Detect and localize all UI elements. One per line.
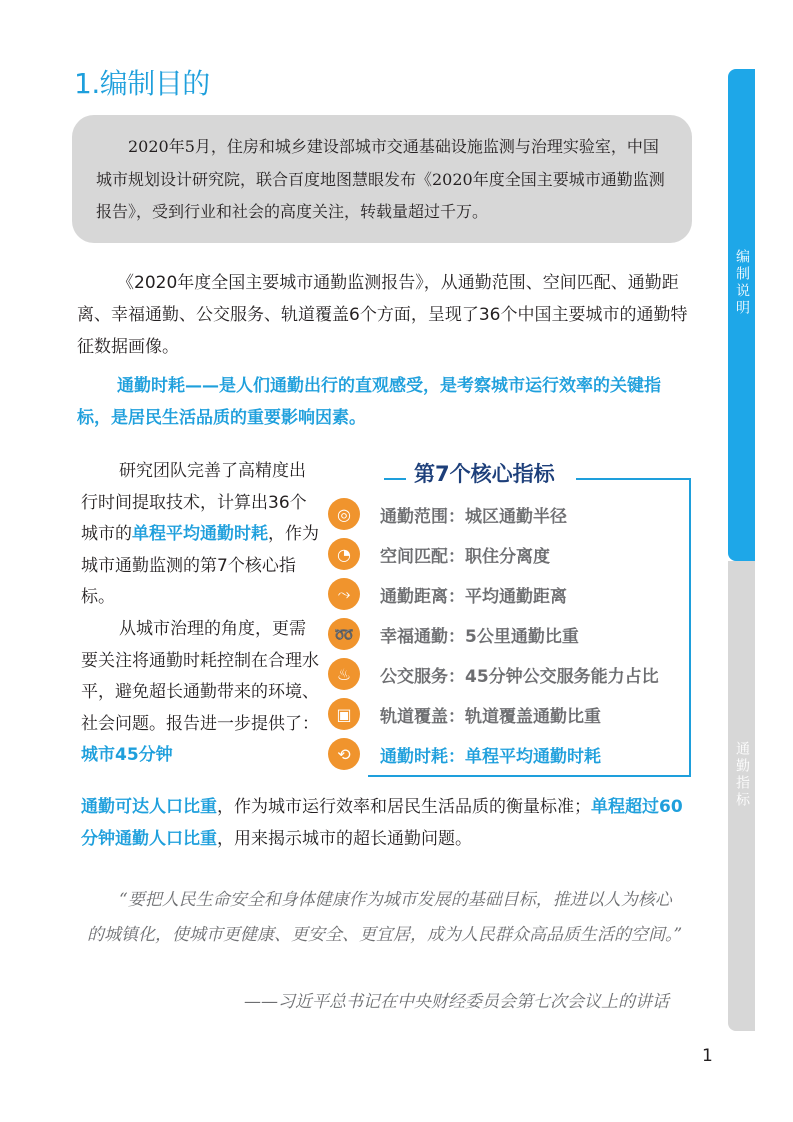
quote-source: ——习近平总书记在中央财经委员会第七次会议上的讲话 bbox=[244, 992, 669, 1012]
indicator-row-highlight bbox=[328, 737, 601, 771]
side-tab-active[interactable] bbox=[728, 69, 755, 561]
section-title: 1.编制目的 bbox=[74, 67, 210, 100]
text-run: 研究团队完善了高精度出行时间提取技术，计算出36个城市的 bbox=[81, 461, 307, 545]
side-tab-label: 通勤指标 bbox=[734, 741, 750, 809]
research-paragraph bbox=[81, 456, 321, 772]
panel-title: 第7个核心指标 bbox=[411, 458, 558, 488]
highlight-paragraph: 通勤时耗——是人们通勤出行的直观感受，是考察城市运行效率的关键指标，是居民生活品质的重要影响因素。 bbox=[77, 376, 661, 428]
path-icon: ➿ bbox=[328, 618, 360, 650]
indicator-label: 空间匹配：职住分离度 bbox=[380, 546, 550, 567]
text-run: 从城市治理的角度，更需要关注将通勤时耗控制在合理水平，避免超长通勤带来的环境、社会问题。报告进一步提供了： bbox=[81, 618, 319, 734]
core-indicators-panel bbox=[328, 464, 691, 777]
indicator-row bbox=[328, 697, 601, 731]
indicator-label: 幸福通勤：5公里通勤比重 bbox=[380, 626, 579, 647]
indicator-row bbox=[328, 497, 567, 531]
indicator-row bbox=[328, 577, 567, 611]
intro-text: 2020年5月，住房和城乡建设部城市交通基础设施监测与治理实验室，中国城市规划设计研究院，联合百度地图慧眼发布《2020年度全国主要城市通勤监测报告》，受到行业和社会的高度关注，转载量超过千万。 bbox=[96, 137, 665, 221]
highlight-term: 单程超过60分钟通勤人口比重 bbox=[81, 797, 683, 849]
indicator-label: 通勤时耗：单程平均通勤时耗 bbox=[380, 746, 601, 767]
pie-icon: ◔ bbox=[328, 538, 360, 570]
indicator-row bbox=[328, 657, 659, 691]
page-number: 1 bbox=[702, 1046, 713, 1066]
indicator-label: 通勤范围：城区通勤半径 bbox=[380, 506, 567, 527]
indicator-label: 公交服务：45分钟公交服务能力占比 bbox=[380, 666, 659, 687]
indicator-label: 通勤距离：平均通勤距离 bbox=[380, 586, 567, 607]
clock-icon: ⟲ bbox=[328, 738, 360, 770]
intro-box bbox=[72, 115, 692, 243]
text-run: ，用来揭示城市的超长通勤问题。 bbox=[217, 829, 472, 849]
route-icon: ⤳ bbox=[328, 578, 360, 610]
intro-paragraph: 《2020年度全国主要城市通勤监测报告》，从通勤范围、空间匹配、通勤距离、幸福通勤、公交服务、轨道覆盖6个方面，呈现了36个中国主要城市的通勤特征数据画像。 bbox=[77, 273, 688, 357]
continuation-paragraph bbox=[81, 791, 693, 855]
panel-frame-top-right bbox=[576, 478, 691, 480]
indicator-row bbox=[328, 617, 579, 651]
text-run: ，作为城市通勤监测的第7个核心指标。 bbox=[81, 524, 319, 608]
text-run: ，作为城市运行效率和居民生活品质的衡量标准； bbox=[217, 797, 591, 817]
panel-frame-top-left bbox=[384, 478, 406, 480]
indicator-label: 轨道覆盖：轨道覆盖通勤比重 bbox=[380, 706, 601, 727]
highlight-term: 单程平均通勤时耗 bbox=[132, 524, 268, 545]
radius-icon: ◎ bbox=[328, 498, 360, 530]
side-tab-inactive[interactable] bbox=[728, 561, 755, 1031]
quote-text: “要把人民生命安全和身体健康作为城市发展的基础目标，推进以人为核心的城镇化，使城市更健康、更安全、更宜居，成为人民群众高品质生活的空间。” bbox=[87, 890, 683, 945]
side-tab-label: 编制说明 bbox=[734, 249, 750, 317]
highlight-term: 城市45分钟 bbox=[81, 745, 173, 766]
highlight-term: 通勤可达人口比重 bbox=[81, 797, 217, 817]
train-icon: ▣ bbox=[328, 698, 360, 730]
bus-stop-icon: ♨ bbox=[328, 658, 360, 690]
indicator-row bbox=[328, 537, 550, 571]
